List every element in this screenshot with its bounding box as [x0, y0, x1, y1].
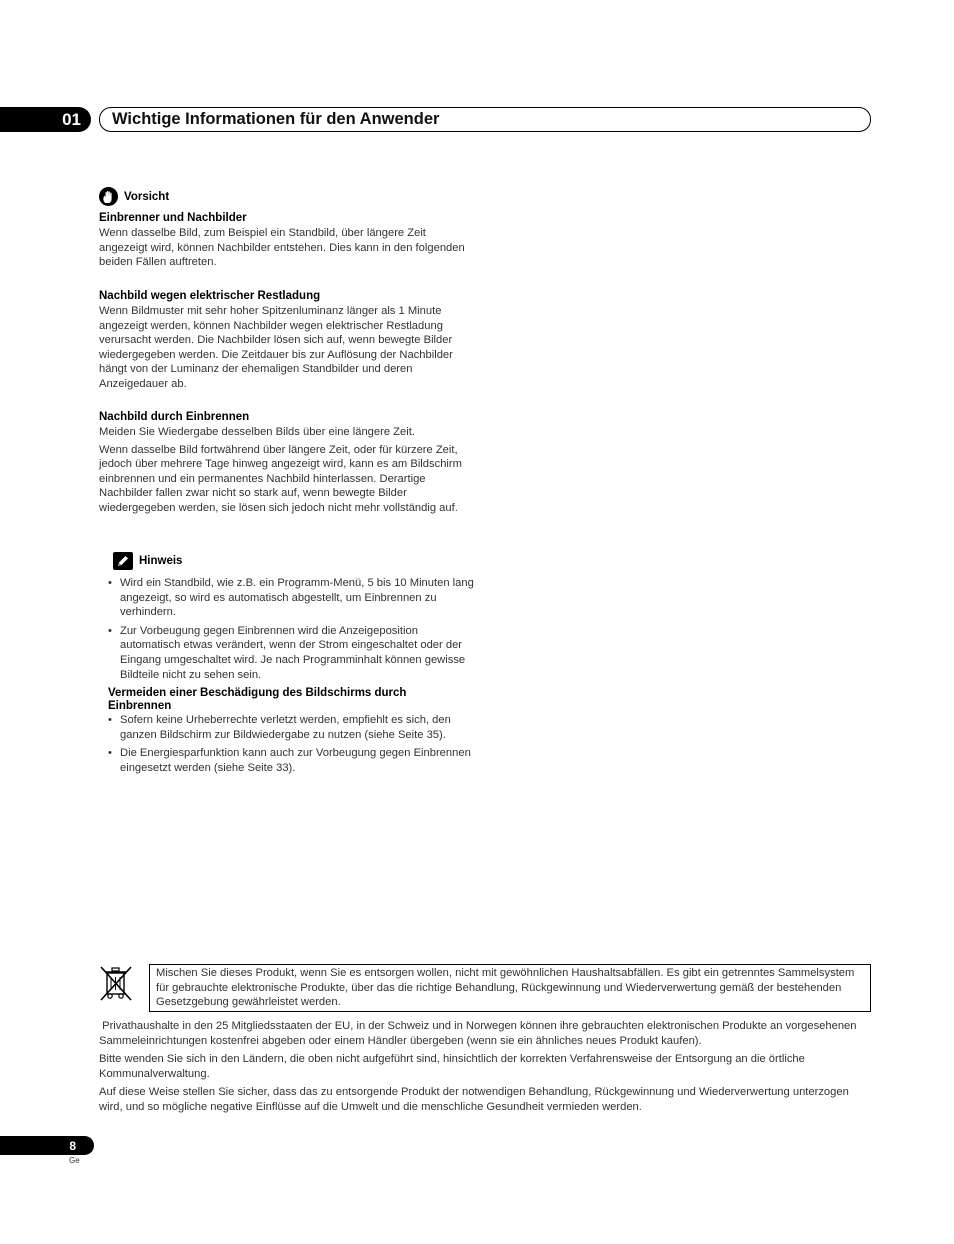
section-paragraph: Wenn dasselbe Bild fortwährend über längere Zeit, oder für kürzere Zeit, jedoch über mehrere Tage hinweg angezeigt wird, kann es am Bildschirm einbrennen und ein permanentes Nachbild hinterlassen. Derartige Nachbilder fallen zwar nicht so stark auf, wenn bewegte Bilder wiedergegeben werden, sie lösen sich jedoch nicht mehr vollständig auf. — [99, 443, 462, 514]
language-code: Ge — [69, 1156, 80, 1165]
caution-label-row — [99, 187, 169, 206]
disposal-boxed-text: Mischen Sie dieses Produkt, wenn Sie es entsorgen wollen, nicht mit gewöhnlichen Haushaltsabfällen. Es gibt ein getrenntes Sammelsystem für gebrauchte elektronische Produkte, über das die richtige Behandlung, Rückgewinnung und Wiederverwertung gemäß der bestehenden Gesetzgebung gewährleistet werden. — [156, 967, 855, 1009]
section-title: Nachbild durch Einbrennen — [99, 411, 250, 423]
list-item: • Die Energiesparfunktion kann auch zur Vorbeugung gegen Einbrennen eingesetzt werden (siehe Seite 33). — [108, 746, 476, 775]
section-paragraph: Wenn dasselbe Bild, zum Beispiel ein Standbild, über längere Zeit angezeigt wird, können Nachbilder entstehen. Dies kann in den folgenden beiden Fällen auftreten. — [99, 227, 465, 269]
note-content — [108, 576, 476, 776]
caution-section-3 — [99, 410, 477, 516]
section-paragraph: Meiden Sie Wiedergabe desselben Bilds über eine längere Zeit. — [99, 426, 415, 438]
list-item: • Sofern keine Urheberrechte verletzt werden, empfiehlt es sich, den ganzen Bildschirm zur Bildwiedergabe zu nutzen (siehe Seite 35). — [108, 713, 476, 742]
page-number-tab — [0, 1136, 94, 1155]
note-bullet-list — [108, 576, 476, 682]
caution-section-2 — [99, 289, 477, 392]
list-item: • Zur Vorbeugung gegen Einbrennen wird die Anzeigeposition automatisch etwas verändert, wenn der Strom eingeschaltet oder der Eingang umgeschaltet wird. Je nach Programminhalt können gewisse Bildteile nicht zu sehen sein. — [108, 624, 476, 682]
chapter-number: 01 — [62, 109, 81, 129]
chapter-title: Wichtige Informationen für den Anwender — [112, 110, 440, 128]
caution-hand-icon — [99, 187, 118, 206]
chapter-title-bar — [99, 107, 871, 132]
section-title: Nachbild wegen elektrischer Restladung — [99, 290, 321, 302]
crossed-out-bin-icon — [99, 964, 133, 1007]
disposal-paragraph: Bitte wenden Sie sich in den Ländern, die oben nicht aufgeführt sind, hinsichtlich der korrekten Verfahrensweise der Entsorgung an die örtliche Kommunalverwaltung. — [99, 1053, 805, 1080]
note-subheading: Vermeiden einer Beschädigung des Bildschirms durch Einbrennen — [108, 687, 407, 713]
note-label: Hinweis — [139, 555, 183, 567]
section-paragraph: Wenn Bildmuster mit sehr hoher Spitzenluminanz länger als 1 Minute angezeigt werden, können Nachbilder wegen elektrischer Restladung verursacht werden. Die Nachbilder lösen sich auf, wenn bewegte Bilder wiedergegeben werden. Die Zeitdauer bis zur Auflösung der Nachbilder hängt von der Luminanz der ehemaligen Standbilder und deren Anzeigedauer ab. — [99, 305, 453, 390]
disposal-paragraph: Privathaushalte in den 25 Mitgliedsstaaten der EU, in der Schweiz und in Norwegen können ihre gebrauchten elektronischen Produkte an vorgesehenen Sammeleinrichtungen kostenfrei abgeben oder einem Händler übergeben (wenn sie ein ähnliches neues Produkt kaufen). — [99, 1020, 860, 1047]
page-number: 8 — [69, 1138, 76, 1153]
disposal-info — [99, 1019, 871, 1115]
pencil-note-icon — [113, 552, 133, 570]
caution-section-1 — [99, 211, 477, 270]
note-label-row — [113, 552, 182, 570]
note-sub-bullet-list — [108, 713, 476, 775]
list-item: • Wird ein Standbild, wie z.B. ein Programm-Menü, 5 bis 10 Minuten lang angezeigt, so wird es automatisch abgestellt, um Einbrennen zu verhindern. — [108, 576, 476, 620]
disposal-paragraph: Auf diese Weise stellen Sie sicher, dass das zu entsorgende Produkt der notwendigen Behandlung, Rückgewinnung und Wiederverwertung unterzogen wird, und so mögliche negative Einflüsse auf die Umwelt und die menschliche Gesundheit vermieden werden. — [99, 1086, 849, 1113]
caution-label: Vorsicht — [124, 190, 170, 203]
chapter-number-tab — [0, 107, 91, 132]
section-title: Einbrenner und Nachbilder — [99, 212, 247, 224]
disposal-notice-box — [149, 964, 871, 1012]
